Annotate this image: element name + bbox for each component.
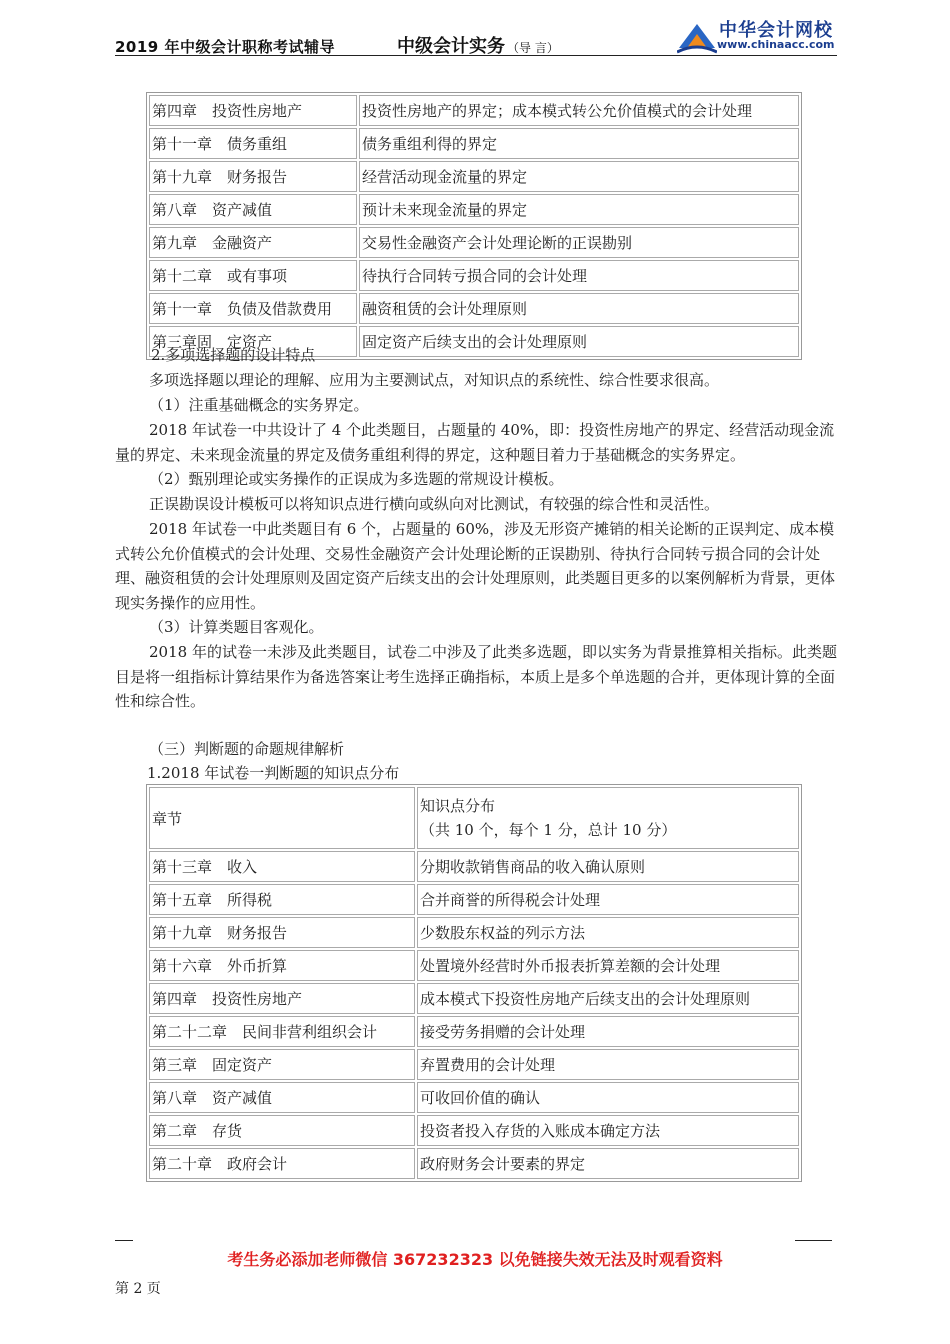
logo-mark-icon xyxy=(677,18,717,54)
subject-subtitle: （导 言） xyxy=(507,41,559,55)
course-title: 2019 年中级会计职称考试辅导 xyxy=(115,38,335,56)
chapter-cell: 第二十二章 民间非营利组织会计 xyxy=(149,1016,415,1047)
header-cell-chapter: 章节 xyxy=(149,787,415,849)
header-divider xyxy=(115,55,837,56)
chapter-cell: 第十一章 债务重组 xyxy=(149,128,357,159)
table-row xyxy=(149,227,799,258)
header-cell-knowledge xyxy=(417,787,799,849)
chapter-cell: 第十九章 财务报告 xyxy=(149,161,357,192)
knowledge-point-cell: 经营活动现金流量的界定 xyxy=(359,161,799,192)
chapter-cell: 第九章 金融资产 xyxy=(149,227,357,258)
table-row xyxy=(149,161,799,192)
paragraph: （2）甄别理论或实务操作的正误成为多选题的常规设计模板。 xyxy=(149,470,564,488)
knowledge-point-cell: 预计未来现金流量的界定 xyxy=(359,194,799,225)
chapter-cell: 第十六章 外币折算 xyxy=(149,950,415,981)
knowledge-point-cell: 弃置费用的会计处理 xyxy=(417,1049,799,1080)
page-header xyxy=(115,20,837,57)
header-knowledge-line1: 知识点分布 xyxy=(420,797,496,815)
knowledge-point-cell: 投资性房地产的界定；成本模式转公允价值模式的会计处理 xyxy=(359,95,799,126)
table-row xyxy=(149,884,799,915)
chapter-cell: 第十一章 负债及借款费用 xyxy=(149,293,357,324)
knowledge-point-cell: 少数股东权益的列示方法 xyxy=(417,917,799,948)
paragraph: 多项选择题以理论的理解、应用为主要测试点，对知识点的系统性、综合性要求很高。 xyxy=(149,371,720,389)
table-row xyxy=(149,194,799,225)
table-row xyxy=(149,917,799,948)
chapter-cell: 第二章 存货 xyxy=(149,1115,415,1146)
table-row xyxy=(149,950,799,981)
knowledge-point-cell: 政府财务会计要素的界定 xyxy=(417,1148,799,1179)
knowledge-point-cell: 接受劳务捐赠的会计处理 xyxy=(417,1016,799,1047)
knowledge-table-2 xyxy=(146,784,802,1182)
knowledge-point-cell: 债务重组利得的界定 xyxy=(359,128,799,159)
paragraph: （3）计算类题目客观化。 xyxy=(149,618,324,636)
paragraph: （1）注重基础概念的实务界定。 xyxy=(149,396,369,414)
knowledge-point-cell: 固定资产后续支出的会计处理原则 xyxy=(359,326,799,357)
logo-url: www.chinaacc.com xyxy=(717,38,835,51)
knowledge-point-cell: 融资租赁的会计处理原则 xyxy=(359,293,799,324)
knowledge-point-cell: 投资者投入存货的入账成本确定方法 xyxy=(417,1115,799,1146)
table-row xyxy=(149,1115,799,1146)
chapter-cell: 第二十章 政府会计 xyxy=(149,1148,415,1179)
table-row xyxy=(149,1148,799,1179)
table-row xyxy=(149,851,799,882)
knowledge-table-1 xyxy=(146,92,802,360)
table-row xyxy=(149,1049,799,1080)
table-row xyxy=(149,260,799,291)
wechat-promo-notice: 考生务必添加老师微信 367232323 以免链接失效无法及时观看资料 xyxy=(227,1250,723,1269)
footer-rule-left xyxy=(115,1240,133,1241)
footer-rule-right xyxy=(795,1240,832,1241)
table-row xyxy=(149,293,799,324)
table-row xyxy=(149,1016,799,1047)
paragraph: 2018 年试卷一中此类题目有 6 个，占题量的 60%，涉及无形资产摊销的相关论断的正误判定、成本模式转公允价值模式的会计处理、交易性金融资产会计处理论断的正误勘别、待执行合同转亏损合同的会计处理、融资租赁的会计处理原则及固定资产后续支出的会计处理原则，此类题目更多的以案例解析为背景，更体现实务操作的应用性。 xyxy=(115,520,836,612)
knowledge-point-cell: 合并商誉的所得税会计处理 xyxy=(417,884,799,915)
subject-name: 中级会计实务 xyxy=(397,36,505,57)
chapter-cell: 第十二章 或有事项 xyxy=(149,260,357,291)
chapter-cell: 第四章 投资性房地产 xyxy=(149,95,357,126)
chapter-cell: 第八章 资产减值 xyxy=(149,1082,415,1113)
paragraph: 2018 年的试卷一未涉及此类题目，试卷二中涉及了此类多选题，即以实务为背景推算相关指标。此类题目是将一组指标计算结果作为备选答案让考生选择正确指标，本质上是多个单选题的合并，更体现计算的全面性和综合性。 xyxy=(115,643,837,710)
header-knowledge-line2: （共 10 个，每个 1 分，总计 10 分） xyxy=(420,821,677,839)
knowledge-point-cell: 可收回价值的确认 xyxy=(417,1082,799,1113)
section-heading-multi-choice: 2.多项选择题的设计特点 xyxy=(151,346,316,364)
knowledge-point-cell: 交易性金融资产会计处理论断的正误勘别 xyxy=(359,227,799,258)
chapter-cell: 第三章固 定资产 xyxy=(149,326,357,357)
table-row xyxy=(149,1082,799,1113)
chapter-cell: 第四章 投资性房地产 xyxy=(149,983,415,1014)
table-row xyxy=(149,983,799,1014)
chapter-cell: 第十五章 所得税 xyxy=(149,884,415,915)
chapter-cell: 第八章 资产减值 xyxy=(149,194,357,225)
knowledge-point-cell: 分期收款销售商品的收入确认原则 xyxy=(417,851,799,882)
chinaacc-logo xyxy=(677,16,837,56)
table-row xyxy=(149,95,799,126)
knowledge-point-cell: 成本模式下投资性房地产后续支出的会计处理原则 xyxy=(417,983,799,1014)
paragraph: 正误勘误设计模板可以将知识点进行横向或纵向对比测试，有较强的综合性和灵活性。 xyxy=(149,495,720,513)
chapter-cell: 第十九章 财务报告 xyxy=(149,917,415,948)
logo-text: 中华会计网校 xyxy=(719,20,833,41)
table-row xyxy=(149,128,799,159)
chapter-cell: 第十三章 收入 xyxy=(149,851,415,882)
knowledge-point-cell: 处置境外经营时外币报表折算差额的会计处理 xyxy=(417,950,799,981)
knowledge-point-cell: 待执行合同转亏损合同的会计处理 xyxy=(359,260,799,291)
paragraph: 2018 年试卷一中共设计了 4 个此类题目，占题量的 40%，即：投资性房地产的界定、经营活动现金流量的界定、未来现金流量的界定及债务重组利得的界定，这种题目着力于基础概念的实务界定。 xyxy=(115,421,835,464)
page-number: 第 2 页 xyxy=(115,1281,161,1297)
table-caption: 1.2018 年试卷一判断题的知识点分布 xyxy=(147,764,400,782)
table-header-row xyxy=(149,787,799,849)
section-heading-judgment: （三）判断题的命题规律解析 xyxy=(149,740,345,758)
chapter-cell: 第三章 固定资产 xyxy=(149,1049,415,1080)
